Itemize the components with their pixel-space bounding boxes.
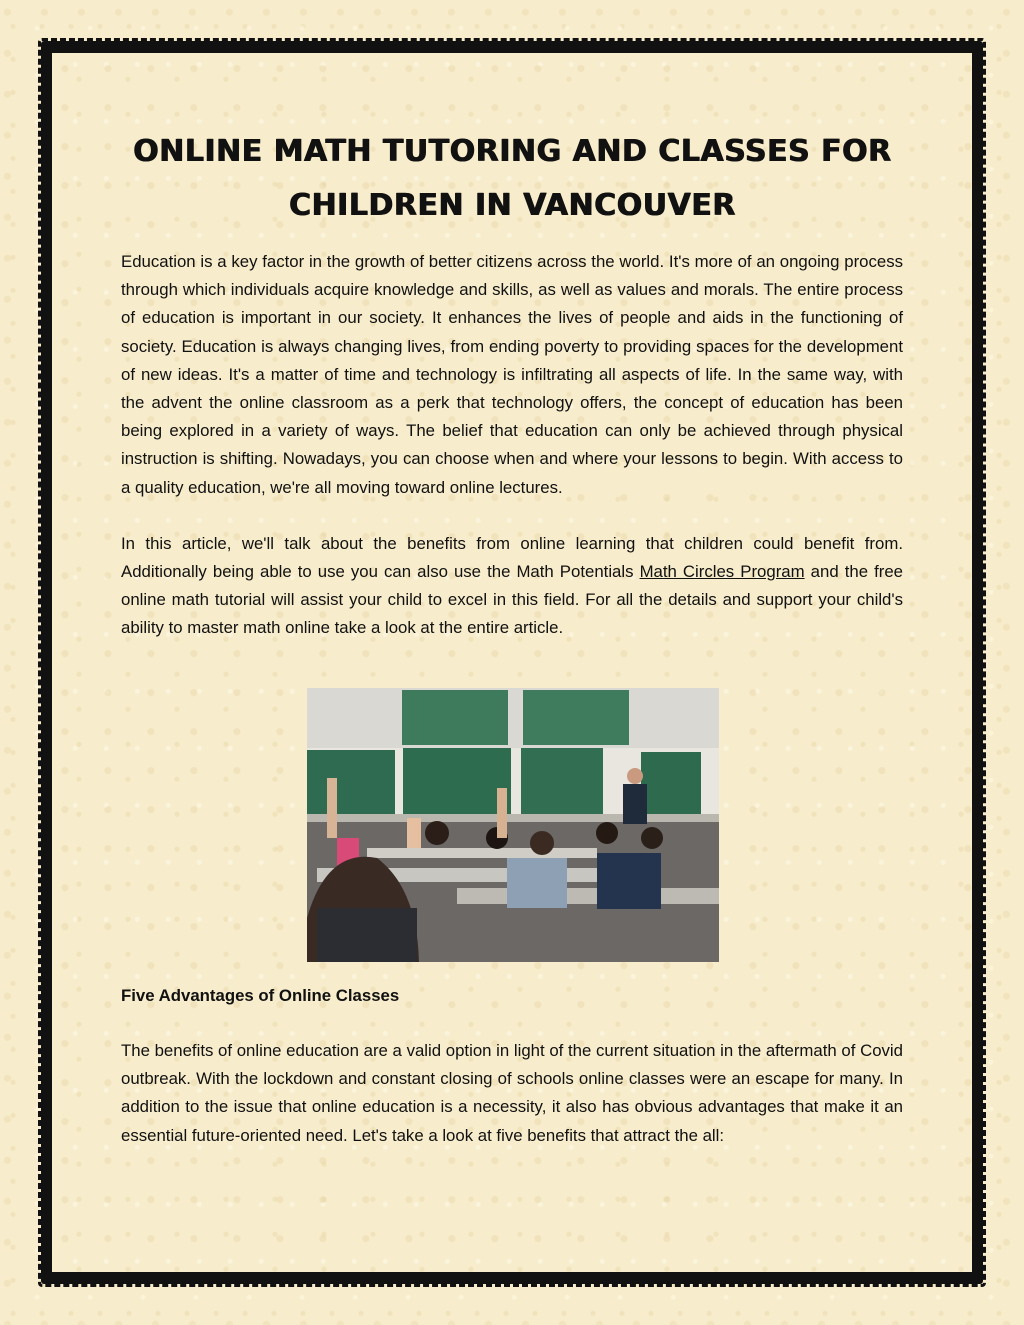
article-paragraph [121,530,903,643]
article-body [121,248,903,643]
benefits-paragraph: The benefits of online education are a valid option in light of the current situation in the aftermath of Covid outbreak. With the lockdown and constant closing of schools online classes were an escape for many. In addition to the issue that online education is a necessity, it also has obvious advantages that make it an essential future-oriented need. Let's take a look at five benefits that attract the all: [121,1041,903,1145]
paragraph-text: In this article, we'll talk about the benefits from online learning that children could benefit from. Additionally being able to use you can also use the Math Potentials [121,533,903,582]
classroom-photo [307,688,719,962]
intro-paragraph: Education is a key factor in the growth of better citizens across the world. It's more of an ongoing process through which individuals acquire knowledge and skills, as well as values and morals. The entire process of education is important in our society. It enhances the lives of people and aids in the functioning of society. Education is always changing lives, from ending poverty to providing spaces for the development of new ideas. It's a matter of time and technology is infiltrating all aspects of life. In the same way, with the advent the online classroom as a perk that technology offers, the concept of education has been being explored in a variety of ways. The belief that education can only be achieved through physical instruction is shifting. Nowadays, you can choose when and where your lessons to begin. With access to a quality education, we're all moving toward online lectures. [121,252,903,497]
section-heading: Five Advantages of Online Classes [121,986,400,1005]
math-circles-link[interactable]: Math Circles Program [639,562,805,582]
page-title: ONLINE MATH TUTORING AND CLASSES FOR CHILDREN IN VANCOUVER [132,134,892,223]
paragraph-text: and the free online math tutorial will assist your child to excel in this field. For all the details and support your child's ability to master math online take a look at the entire article. [121,562,904,638]
